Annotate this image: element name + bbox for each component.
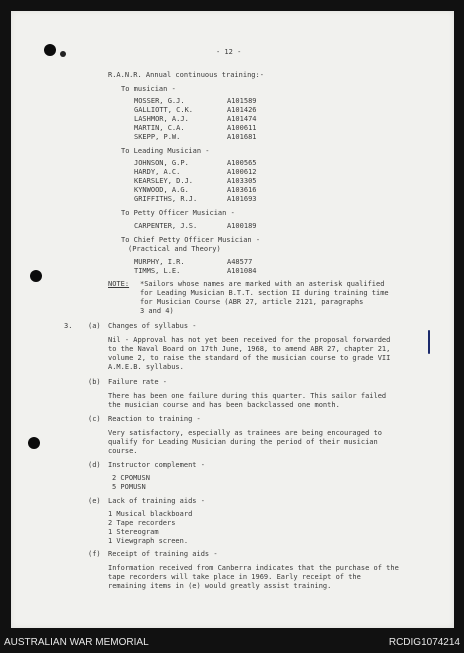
service-number: A101474 bbox=[227, 115, 257, 123]
service-number: A101426 bbox=[227, 106, 257, 114]
item-line: 1 Viewgraph screen. bbox=[108, 537, 189, 545]
punch-hole-middle bbox=[30, 270, 42, 282]
name-entry: KYNWOOD, A.G. bbox=[134, 186, 189, 194]
item-title: Receipt of training aids - bbox=[108, 550, 218, 558]
item-line: the musician course and has been backclassed one month. bbox=[108, 401, 340, 409]
item-line: to the Naval Board on 17th June, 1968, to amend ABR 27, chapter 21, bbox=[108, 345, 391, 353]
punch-hole-top bbox=[44, 44, 56, 56]
ink-smudge bbox=[60, 51, 66, 57]
name-entry: GALLIOTT, C.K. bbox=[134, 106, 194, 114]
name-entry: HARDY, A.C. bbox=[134, 168, 181, 176]
note-line: 3 and 4) bbox=[140, 307, 174, 315]
item-line: A.M.E.B. syllabus. bbox=[108, 363, 184, 371]
service-number: A100565 bbox=[227, 159, 257, 167]
section-number: 3. bbox=[64, 322, 73, 330]
pen-margin-mark bbox=[428, 330, 430, 354]
service-number: A103616 bbox=[227, 186, 257, 194]
group-label-cpo-musician: To Chief Petty Officer Musician - bbox=[121, 236, 261, 244]
item-title: Instructor complement - bbox=[108, 461, 205, 469]
service-number: A101084 bbox=[227, 267, 257, 275]
item-line: Very satisfactory, especially as trainees are being encouraged to bbox=[108, 429, 382, 437]
item-title: Changes of syllabus - bbox=[108, 322, 197, 330]
name-entry: TIMMS, L.E. bbox=[134, 267, 181, 275]
footer-credit: AUSTRALIAN WAR MEMORIAL bbox=[4, 637, 149, 648]
service-number: A101681 bbox=[227, 133, 257, 141]
item-line: remaining items in (e) would greatly assist training. bbox=[108, 582, 332, 590]
group-label-leading-musician: To Leading Musician - bbox=[121, 147, 210, 155]
service-number: A48577 bbox=[227, 258, 253, 266]
service-number: A101589 bbox=[227, 97, 257, 105]
item-line: 2 CPOMUSN bbox=[112, 474, 150, 482]
item-line: 5 POMUSN bbox=[112, 483, 146, 491]
item-letter: (e) bbox=[88, 497, 101, 505]
name-entry: MARTIN, C.A. bbox=[134, 124, 185, 132]
item-line: tape recorders will take place in 1969. Early receipt of the bbox=[108, 573, 361, 581]
group-sublabel: (Practical and Theory) bbox=[128, 245, 221, 253]
item-line: Nil - Approval has not yet been received for the proposal forwarded bbox=[108, 336, 391, 344]
name-entry: KEARSLEY, D.J. bbox=[134, 177, 194, 185]
note-line: for Musician Course (ABR 27, article 2121, paragraphs bbox=[140, 298, 364, 306]
footer-record-id: RCDIG1074214 bbox=[388, 637, 460, 648]
item-line: course. bbox=[108, 447, 138, 455]
document-page bbox=[11, 11, 454, 628]
item-letter: (a) bbox=[88, 322, 101, 330]
item-line: There has been one failure during this quarter. This sailor failed bbox=[108, 392, 387, 400]
item-title: Reaction to training - bbox=[108, 415, 201, 423]
footer-bar bbox=[0, 632, 464, 653]
section-heading: R.A.N.R. Annual continuous training:- bbox=[108, 71, 264, 79]
name-entry: GRIFFITHS, R.J. bbox=[134, 195, 198, 203]
note-line: for Leading Musician B.T.T. section II during training time bbox=[140, 289, 389, 297]
item-letter: (c) bbox=[88, 415, 101, 423]
service-number: A100612 bbox=[227, 168, 257, 176]
name-entry: LASHMOR, A.J. bbox=[134, 115, 189, 123]
item-line: qualify for Leading Musician during the period of their musician bbox=[108, 438, 378, 446]
item-line: 2 Tape recorders bbox=[108, 519, 176, 527]
item-title: Failure rate - bbox=[108, 378, 168, 386]
item-letter: (d) bbox=[88, 461, 101, 469]
item-title: Lack of training aids - bbox=[108, 497, 205, 505]
punch-hole-bottom bbox=[28, 437, 40, 449]
note-line: *Sailors whose names are marked with an asterisk qualified bbox=[140, 280, 385, 288]
service-number: A103305 bbox=[227, 177, 257, 185]
item-letter: (f) bbox=[88, 550, 101, 558]
page-number: - 12 - bbox=[216, 48, 242, 56]
name-entry: JOHNSON, G.P. bbox=[134, 159, 189, 167]
name-entry: MURPHY, I.R. bbox=[134, 258, 185, 266]
group-label-po-musician: To Petty Officer Musician - bbox=[121, 209, 235, 217]
service-number: A100189 bbox=[227, 222, 257, 230]
item-line: 1 Musical blackboard bbox=[108, 510, 193, 518]
note-label: NOTE: bbox=[108, 280, 130, 288]
item-line: volume 2, to raise the standard of the musician course to grade VII bbox=[108, 354, 391, 362]
name-entry: CARPENTER, J.S. bbox=[134, 222, 198, 230]
group-label-musician: To musician - bbox=[121, 85, 176, 93]
item-line: Information received from Canberra indicates that the purchase of the bbox=[108, 564, 399, 572]
item-letter: (b) bbox=[88, 378, 101, 386]
name-entry: MOSSER, G.J. bbox=[134, 97, 185, 105]
name-entry: SKEPP, P.W. bbox=[134, 133, 181, 141]
service-number: A100611 bbox=[227, 124, 257, 132]
item-line: 1 Stereogram bbox=[108, 528, 159, 536]
service-number: A101693 bbox=[227, 195, 257, 203]
